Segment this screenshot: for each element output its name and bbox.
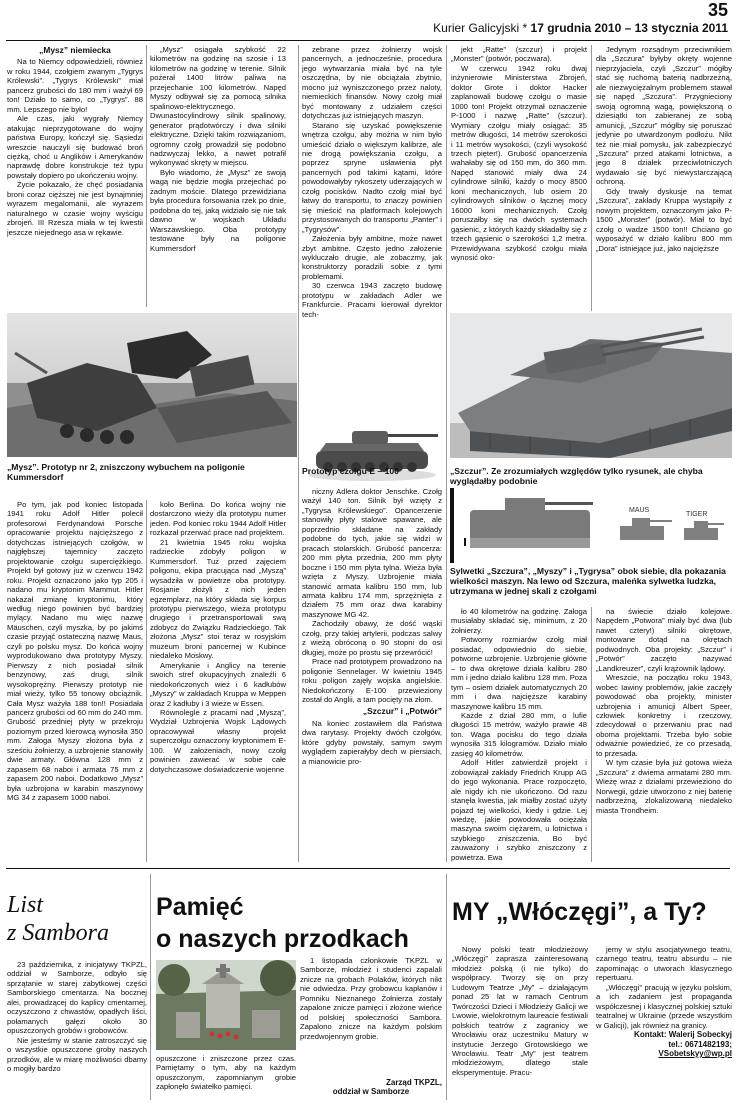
column-rule <box>150 874 151 1100</box>
paragraph: Gdy trwały dyskusje na temat „Szczura”, zakłady Kruppa wystąpiły z nowym projektem, oznaczonym jako P-1500 „Monster” (potwór). Miał to być czołg o wadze 1500 ton!! Chciano go wyposażyć w działo kalibru 800 mm „Dora” istniejące już, jako najcięższe <box>596 186 732 253</box>
column-5-bottom <box>596 607 732 862</box>
paragraph: Po tym, jak pod koniec listopada 1941 roku Adolf Hitler polecił profesorowi Ferdynandowi Porsche opracowanie projektu najcięższego z dotychczas istniejących czołgów, w najgłębszej tajemnicy zaczęto projektowanie czołgu superciężkiego. Projekt był gotowy już w czerwcu 1942 roku. Projekt oznaczono jako typ 205 i nadano mu kryptonim Mammut. Hitler nakazał zmianę kryptonimu, który według niego powinien być bardziej mylący. Nadano mu więc nazwę Mäuschen, czyli myszka, by po jakimś czasie przyjąć ostateczną nazwę Maus, czyli po polsku mysz. Do końca wojny wyprodukowano dwa prototypy Myszy. Pierwszy z nich posiadał silnik benzynowy, zaś drugi, silnik wysokoprężny. Pierwszy prototyp nie miał wieży, tylko 55 tonowy obciążnik. Cała Mysz ważyła 188 ton!! Posiadała pancerz grubości od 60 mm do 240 mm. Grubość przedniej płyty w przekroju poziomym przed kierowcą wynosiła 350 mm. Załoga Myszy złożona była z sześciu żołnierzy, a uzbrojenie stanowiły dwie armaty. Główna 128 mm z zapasem 68 naboi i armata 75 mm z zapasem 200 naboi. Dodatkowo „Mysz” była uzbrojona w karabin maszynowy MG 34 z zapasem 1000 naboi. <box>7 500 143 803</box>
paragraph: Zachodziły obawy, że dość wąski czołg, przy takiej artylerii, podczas salwy z wieżą obróconą o 90 stopni do osi długiej, może po prostu się przewrócić! <box>302 619 442 657</box>
caption-mysz: „Mysz”. Prototyp nr 2, zniszczony wybuchem na poligonie Kummersdorf <box>7 462 245 482</box>
issue-dates: 17 grudnia 2010 – 13 stycznia 2011 <box>530 21 728 35</box>
my-title: MY „Włóczęgi”, a Ty? <box>452 898 707 926</box>
paragraph: koło Berlina. Do końca wojny nie dostarczono wieży dla prototypu numer jeden. Pod koniec roku 1944 Adolf Hitler rozkazał przerwać prace nad projektem. <box>150 500 286 538</box>
column-rule <box>146 500 147 862</box>
paragraph: Życie pokazało, że chęć posiadania broni coraz cięższej nie jest bynajmniej wyrazem megalomanii, ale wyrazem naturalnego w czasie wojny wyścigu zbrojeń. III Rzesza miała w tej kwestii jeszcze niejednego asa w rękawie. <box>7 180 143 237</box>
contact-phone: tel.: 0671482193; <box>668 1039 732 1049</box>
paragraph: W tym czasie była już gotowa wieża „Szczura” z dwiema armatami 280 mm. Wieżę wraz z działami przewieziono do Norwegii, gdzie utworzono z niej baterię nadbrzeżną, zlokalizowaną niedaleko miasta Trondheim. <box>596 758 732 815</box>
caption-e100: Prototyp czołgu E – 100 <box>302 466 399 476</box>
paragraph: 1 listopada członkowie TKPZL w Samborze, młodzież i studenci zapalali znicze na grobach Polaków, których nikt nie odwiedza. Przy grobowcu kapłanów i Pomniku Nieznanego Żołnierza zostały zapalone znicze pamięci i złożone wieńce od polskiej społeczności Sambora. Zapalono znicze na każdym polskim przedwojennym grobie. <box>300 956 442 1041</box>
my-column-1 <box>452 945 588 1101</box>
paragraph: Nie jesteśmy w stanie zatroszczyć się o wszystkie opuszczone groby naszych przodków, ale w miarę możliwości dbamy o mogiły bardzo <box>7 1035 147 1073</box>
column-rule <box>146 45 147 307</box>
contact-name: Kontakt: Walerij Sobeckyj <box>634 1030 732 1040</box>
column-2-top <box>150 45 286 307</box>
column-3-top <box>302 45 442 465</box>
photo-mysz-wreck <box>7 313 297 457</box>
column-5-top <box>596 45 732 311</box>
photo-szczur-drawing <box>450 313 732 458</box>
column-1-top <box>7 45 143 307</box>
paragraph: Prace nad prototypem prowadzono na poligonie Sennelager. W kwietniu 1945 roku poligon zajęły wojska angielskie. Niedokończony E-100 przewieziony został do Anglii, a tam pocięty na złom. <box>302 657 442 704</box>
section-divider <box>6 868 730 869</box>
paragraph: Na koniec zostawiłem dla Państwa dwa rarytasy. Projekty dwóch czołgów, które gdyby powstały, samym swym wyglądem zapierałyby dech w piersiach, a mianowicie pro- <box>302 718 442 766</box>
photo-cemetery <box>156 960 296 1050</box>
paragraph: W czerwcu 1942 roku dwaj inżynierowie Ministerstwa Zbrojeń, doktor Grote i doktor Hacker zaplanowali budowę czołgu o masie 1000 ton! Projekt otrzymał oznaczenie P-1000 i nazwę „Ratte” (szczur). Wymiary czołgu miały osiągać: 35 metrów długości, 14 metrów szerokości i 11 metrów wysokości, (czyli wysokość trzech pięter!). Grubość opancerzenia wahałaby się od 150 mm, do 360 mm. Napęd stanowić miały dwa 24 cylindrowe silniki, każdy o mocy 8500 koni mechanicznych, lub osiem 20 cylindrowych silników o łącznej mocy 16000 koni mechanicznych. Czołg poruszałby się na dwóch systemach gąsienic, z których każdy składałby się z trzech gąsienic o szerokości 1,2 metra. Przewidywana szybkość czołgu miała wynosić oko- <box>451 63 587 262</box>
paragraph: 30 czerwca 1943 zaczęto budowę prototypu w zakładach Adler we Frankfurcie. Pracami kierował dyrektor tech- <box>302 281 442 319</box>
column-rule <box>591 607 592 862</box>
list-title-line2: z Sambora <box>7 920 110 946</box>
newspaper-name: Kurier Galicyjski <box>433 21 520 35</box>
column-rule <box>446 45 447 862</box>
page-number: 35 <box>707 0 728 20</box>
paragraph: Wreszcie, na początku roku 1943, wobec Iawiny problemów, jakie zaczęły powodować oba projekty, minister uzbrojenia i amunicji Albert Speer, człowiek konkretny i rzeczowy, zdecydował o przerwaniu prac nad oboma projektami. Trzeba było sobie odważnie powiedzieć, że co przesadą, to przesada. <box>596 673 732 758</box>
paragraph: Założenia były ambitne, może nawet zbyt ambitne. Często jedno założenie wykluczało drugie, ale zobaczmy, jak konstruktorzy poradzili sobie z tymi problemami. <box>302 234 442 281</box>
paragraph: Starano się uzyskać powiększenie wnętrza czołgu, aby można w nim było umieścić działo o większym kalibrze, ale nie drogą powiększania czołgu, a poprzez spryne usławienia płyt pancernych pod takimi kątami, które powodowałyby rykoszety uderzających w czołg pocisków. Nadto czołg miał być łatwy do transportu, to znaczy powinien się mieścić na platformach kolejowych przystosowanych do transportu „Panter” i „Tygrysów”. <box>302 120 442 234</box>
paragraph: Nowy polski teatr młodzieżowy „Włóczęgi” zaprasza zainteresowaną młodzież polską (i nie tylko) do współpracy. Tworzy się on przy Ludowym Teatrze „My” – działającym ponad 25 lat w ramach Centrum Twórczości Dzieci i Młodzieży Galicji we Lwowie, wielokrotnym laureacie festiwali polskich teatrów z zagranicy we Wrocławiu oraz uczestniku Matury w instytucie Jerzego Grotowskiego we Wrocławiu. Teatr „My” jest teatrem młodzieżowym, dlatego stale eksperymentuje. Pracu- <box>452 945 588 1077</box>
paragraph: „Włóczęgi” pracują w języku polskim, a ich zadaniem jest propaganda współczesnej i klasycznej polskiej sztuki teatralnej w Ukrainie (przede wszystkim w Galicji), jak również na granicy. <box>596 982 732 1030</box>
pamiec-title-line2: o naszych przodkach <box>156 925 409 953</box>
signature-line1: Zarząd TKPZL, <box>385 1078 442 1087</box>
column-4-top <box>451 45 587 311</box>
paragraph: Było wiadomo, że „Mysz” ze swoją wagą nie będzie mogła przejechać po żadnym moście. Dlatego przewidziana była procedura forsowania rzek po dnie, podobna do tej, jaką widziało się nie tak dawno w wojskach Układu Warszawskiego. Oba prototypy testowane były na poligonie Kummersdorf <box>150 167 286 253</box>
paragraph: na świecie działo kolejowe. Napędem „Potwora” miały być dwa (lub nawet cztery!) silniki okrętowe, montowane dotąd na okrętach podwodnych. Oba projekty: „Szczur” i „Potwór” zaczęto nazywać „Landkreuzer”, czyli krążownik lądowy. <box>596 607 732 673</box>
paragraph: 21 kwietnia 1945 roku wojska radzieckie zdobyły poligon w Kummersdorf. Tuż przed zajęciem poligonu, ekipa pracująca nad „Myszą” wysadziła w powietrze oba prototypy. Rosjanie złożyli z nich jeden egzemplarz, na który składa się korpus prototypu pierwszego, wieża prototypu drugiego i przetransportowali swą zdobycz do Związku Radzieckiego. Tak złożona „Mysz” stoi teraz w rosyjskim muzeum broni pancernej w Kubince niedaleko Moskwy. <box>150 537 286 661</box>
caption-szczur: „Szczur”. Ze zrozumiałych względów tylko rysunek, ale chyba wyglądałby podobnie <box>450 466 703 486</box>
pamiec-signature <box>300 1078 442 1102</box>
section-heading-szczur: „Szczur” i „Potwór” <box>362 706 442 717</box>
paragraph: 23 października, z inicjatywy TKPZL, oddział w Samborze, odbyło się sprzątanie w starej zabytkowej części Samborskiego cmentarza. Na bocznej alei, prowadzącej do kaplicy cmentarnej, oczyszczono z chwastów, opadłych liści, połamanych gałęzi około 30 opuszczonych grobów i grobowców. <box>7 960 147 1036</box>
paragraph: ło 40 kilometrów na godzinę. Załoga musiałaby składać się, minimum, z 20 żołnierzy. <box>451 607 587 635</box>
pamiec-title-line1: Pamięć <box>156 893 244 921</box>
column-1-bottom <box>7 500 143 862</box>
paragraph: Amerykanie i Anglicy na terenie swoich stref okupacyjnych znaleźli 6 niedokończonych wież i 6 kadłubów „Myszy” w zakładach Kruppa w Meppen oraz 2 kadłuby i 3 wieże w Essen. <box>150 660 286 708</box>
pamiec-bottom <box>156 1054 296 1100</box>
paragraph: Równolegle z pracami nad „Myszą”, Wydział Uzbrojenia Wojsk Lądowych opracowywał własny projekt superczołgu oznaczony kryptonimem E-100. W założeniach, nowy czołg powinien zawierać w sobie całe dotychczasowe doświadczenie wojenne <box>150 707 286 774</box>
section-heading-mysz: „Mysz” niemiecka <box>39 45 111 55</box>
paragraph: jekt „Ratte” (szczur) i projekt „Monster” (potwór, poczwara). <box>451 45 587 64</box>
paragraph: Adolf Hitler zatwierdził projekt i zobowiązał zakłady Friedrich Krupp AG do jego wykonania. Prace rozpoczęto, ale nigdy ich nie ukończono. Od razu stanęła kwestia, jak miałby zostać użyty pojazd tej wielkości, kiedy i gdzie. Lej wiedzę, jakie powodowała ociężała maszyna swoim ciężarem, u lotnictwa i szybkiego zniszczenia. Bo być zauważony i szybko zniszczony z powietrza. Ewa <box>451 758 587 862</box>
column-rule <box>591 45 592 311</box>
header-rule <box>6 40 730 41</box>
list-body <box>7 960 147 1100</box>
pamiec-body <box>300 956 442 1046</box>
masthead-separator: * <box>519 21 531 35</box>
paragraph: Jedynym rozsądnym przeciwnikiem dla „Szczura” byłyby okręty wojenne nieprzyjaciela, czyli „Szczur” mógłby stać się ruchomą baterią nadbrzeżną, ale niezwyciężalnym problemem stawał się napęd „Szczura”. Przygnieciony swoją ogromną wagą, powiększoną o dziesiątki ton zabieranej ze sobą amunicji, „Szczur” mógłby się poruszać jedynie po utwardzonym podłożu. Nikt też nie miał pomysłu, jak zabezpieczyć „Szczura” przed atakami lotnictwa, a jego 8 działek przeciwlotniczych wydawało się być niewystarczającą ochroną. <box>596 45 732 187</box>
paragraph: „Mysz” osiągała szybkość 22 kilometrów na godzinę na szosie i 13 kilometrów na godzinę w terenie. Silnik pożerał 1400 litrów paliwa na przejechanie 100 kilometrów. Napęd Myszy odbywał się za pomocą silnika spalinowo-elektrycznego. Dwunastocylindrowy silnik spalinowy, generator prądotwórczy i dwa silniki elektryczne. Dzięki takim rozwiązaniom, ogromny czołg prowadził się podobno nadzwyczaj lekko, a nawet potrafił wykonywać skręty w miejscu. <box>150 45 286 168</box>
column-4-bottom <box>451 607 587 862</box>
column-3-bottom <box>302 487 442 862</box>
paragraph: Na to Niemcy odpowiedzieli, również w roku 1944, czołgiem zwanym „Tygrys Królewski”. „Tygrys Królewski” miał pancerz grubości do 180 mm i ważył 69 ton! Działo to samo, co „Tygrys”. 88 mm. Lepszego nie było! <box>7 57 143 114</box>
tank-silhouettes <box>450 488 732 563</box>
label-maus: MAUS <box>629 507 650 514</box>
column-rule <box>446 874 447 1100</box>
column-rule <box>298 45 299 862</box>
paragraph: Potworny rozmiarów czołg miał posiadać, odpowiednio do siebie, potworne uzbrojenie. Uzbrojenie główne – to dwa okrętowe działa kalibru 280 mm i jedno działo kalibru 128 mm. Poza tym – osiem działek automatycznych 20 mm i dwa najcięższe karabiny maszynowe kalibru 15 mm. <box>451 635 587 711</box>
list-title-line1: List <box>7 892 44 918</box>
paragraph: zebrane przez żołnierzy wojsk pancernych, a jednocześnie, procedura jego wytwarzania miała być na tyle oszczędna, by nie obciążała zbytnio, mocno już wyniszczonego przez naloty, niemieckich finansów. Nowy czołg miał być montowany z udziałem części dotychczas już istniejących maszyn. <box>302 45 442 121</box>
paragraph: jemy w stylu asocjatywnego teatru, czarnego teatru, teatru absurdu – nie zapominając o utworach klasycznego repertuaru. <box>596 945 732 983</box>
paragraph: Ale czas, jaki wygrały Niemcy atakując nieprzygotowane do wojny państwa Europy, kończył się. Sąsiedzi wreszcie nauczyli się budować broń ciężką, choć u Anglików i Amerykanów naprawdę dobre konstrukcje też typu powstały dopiero po ukończeniu wojny. <box>7 114 143 180</box>
paragraph: Każde z dział 280 mm, o lufie długości 15 metrów, ważyło prawie 48 ton. Waga pocisku do tego działa wynosiła 315 kilogramów. Działo miało zasięg 40 kilometrów. <box>451 710 587 758</box>
caption-silhouettes: Sylwetki „Szczura”, „Myszy” i „Tygrysa” obok siebie, dla pokazania wielkości maszyn. Na lewo od Szczura, maleńka sylwetka ludzka, utrzymana w jednej skali z czołgami <box>450 566 726 596</box>
masthead <box>433 21 728 35</box>
contact-email[interactable]: VSobetskyy@wp.pl <box>658 1048 732 1058</box>
my-column-2 <box>596 945 732 1101</box>
paragraph: opuszczone i zniszczone przez czas. Pamiętamy o tym, aby na każdym opuszczonym, zapomnianym grobie zapłonęło światełko pamięci. <box>156 1054 296 1092</box>
paragraph: niczny Adlera doktor Jenschke. Czołg ważył 140 ton. Silnik był wzięty z „Tygrysa Królewskiego”. Opancerzenie stanowiły płyty stalowe spawane, ale poprzednio składane na zakłady podobne do tych, jakie się widzi w pracach stolarskich. Grubość pancerza: 200 mm płyta przednia, 200 mm płyty boczne i 150 mm płyta tylna. Wieża była wzięta z Myszy. Uzbrojenie miała stanowić armata kalibru 150 mm, lub armata kalibru 174 mm, sprzężnięta z działem 75 mm oraz dwa karabiny maszynowe MG 42. <box>302 487 442 619</box>
signature-line2: oddział w Samborze <box>332 1087 410 1097</box>
column-2-bottom <box>150 500 286 862</box>
label-tiger: TIGER <box>686 511 708 518</box>
